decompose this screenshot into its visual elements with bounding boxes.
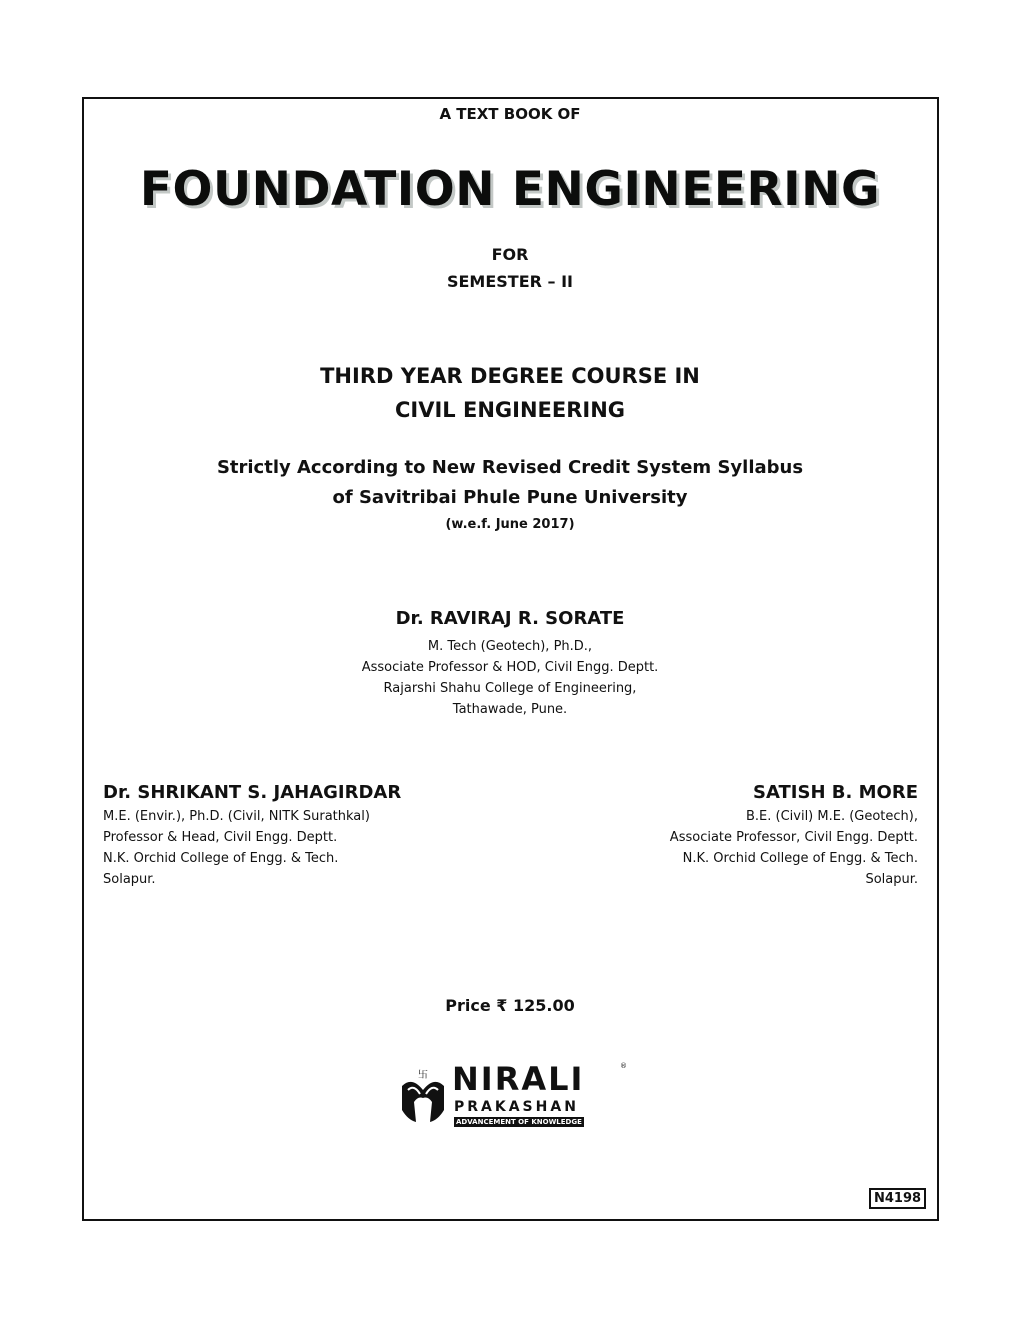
detail-line: Solapur. [103,872,156,887]
publisher-tagline: ADVANCEMENT OF KNOWLEDGE [456,1118,582,1126]
detail-line: Associate Professor, Civil Engg. Deptt. [669,830,918,845]
price-label: Price ₹ 125.00 [445,996,575,1015]
detail-line: Associate Professor & HOD, Civil Engg. Deptt. [361,660,659,675]
right-author [670,780,918,890]
book-code: N4198 [869,1188,926,1209]
course-line-2: CIVIL ENGINEERING [394,398,625,422]
detail-line: Professor & Head, Civil Engg. Deptt. [103,830,338,845]
detail-line: N.K. Orchid College of Engg. & Tech. [103,851,339,866]
syllabus-line-2: of Savitribai Phule Pune University [332,487,688,508]
book-title: FOUNDATION ENGINEERING [139,162,881,217]
left-author [103,780,401,890]
syllabus-line-1: Strictly According to New Revised Credit System Syllabus [216,457,804,478]
detail-line: N.K. Orchid College of Engg. & Tech. [682,851,918,866]
for-label: FOR [491,245,529,264]
wef-label: (w.e.f. June 2017) [445,517,575,532]
book-emblem-icon [398,1066,448,1128]
detail-line: Rajarshi Shahu College of Engineering, [383,681,637,696]
detail-line: Solapur. [865,872,918,887]
left-author-name: Dr. SHRIKANT S. JAHAGIRDAR [103,782,402,803]
detail-line: M. Tech (Geotech), Ph.D., [427,639,593,654]
course-line-1: THIRD YEAR DEGREE COURSE IN [320,364,700,388]
publisher-sub: PRAKASHAN [454,1099,579,1115]
publisher-name: NIRALI [452,1060,585,1098]
main-author-name: Dr. RAVIRAJ R. SORATE [395,608,625,629]
main-author-details [0,636,1020,720]
registered-icon: ® [620,1062,627,1070]
detail-line: M.E. (Envir.), Ph.D. (Civil, NITK Surathkal) [103,809,370,824]
header-label: A TEXT BOOK OF [439,105,581,123]
right-author-name: SATISH B. MORE [753,782,918,803]
detail-line: Tathawade, Pune. [452,702,568,717]
detail-line: B.E. (Civil) M.E. (Geotech), [745,809,918,824]
semester-label: SEMESTER – II [446,272,574,291]
svg-text:卐: 卐 [418,1070,428,1081]
publisher-logo [398,1062,630,1132]
